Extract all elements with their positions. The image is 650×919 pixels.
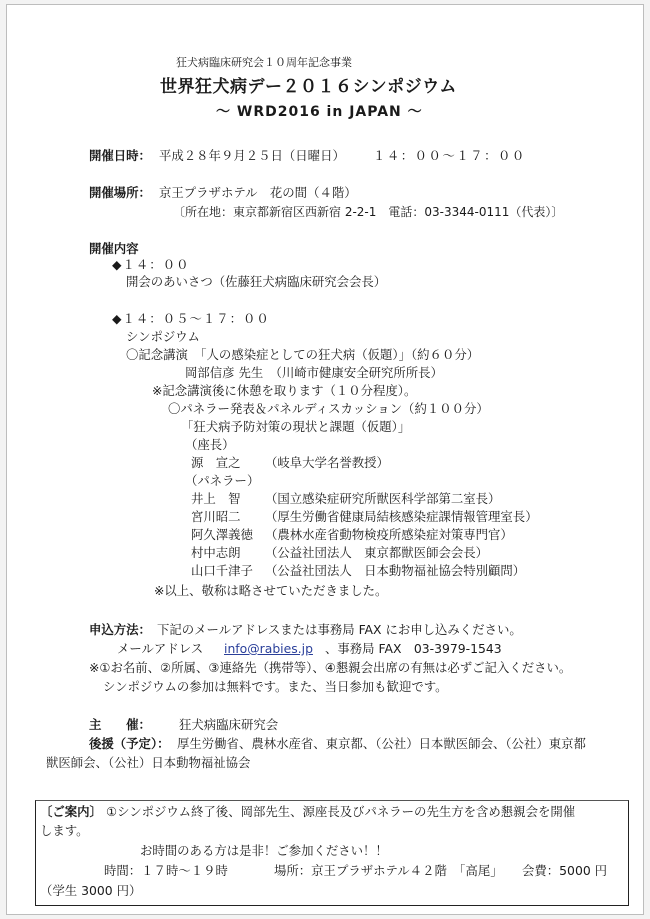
slot2-time: ◆１４：０５～１７：００ xyxy=(112,311,270,326)
free-note: シンポジウムの参加は無料です。また、当日参加も歓迎です。 xyxy=(103,679,448,694)
email-label: メールアドレス xyxy=(117,641,204,656)
document-page xyxy=(6,4,644,915)
support-line-1: 厚生労働省、農林水産省、東京都、（公社）日本獣医師会、（公社）東京都 xyxy=(177,736,586,751)
party-place: 場所：京王プラザホテル４２階 「高尾」 xyxy=(274,863,503,878)
chair-name: 源 宣之 xyxy=(191,455,241,470)
venue-value: 京王プラザホテル 花の間（４階） xyxy=(159,185,357,200)
host-name: 狂犬病臨床研究会 xyxy=(179,717,279,732)
panelist-label: （パネラー） xyxy=(185,473,260,488)
date-value: 平成２８年９月２５日（日曜日） xyxy=(159,148,345,163)
slot1-time: ◆１４：００ xyxy=(112,257,190,272)
host-label: 主 催： xyxy=(89,717,151,732)
keynote-speaker: 岡部信彦 先生 （川崎市健康安全研究所所長） xyxy=(185,365,443,380)
support-line-2: 獣医師会、（公社）日本動物福祉協会 xyxy=(46,755,251,770)
panel-topic: 「狂犬病予防対策の現状と課題（仮題）」 xyxy=(181,419,411,434)
panelist-name: 阿久澤義徳 xyxy=(191,527,253,542)
slot2-name: シンポジウム xyxy=(126,329,200,344)
panelist-affiliation: （厚生労働省健康局結核感染症課情報管理室長） xyxy=(265,509,538,524)
panelist-name: 山口千津子 xyxy=(191,563,253,578)
panelist-affiliation: （公益社団法人 日本動物福祉協会特別顧問） xyxy=(265,563,526,578)
email-link[interactable]: info@rabies.jp xyxy=(224,641,313,656)
notice-label: 〔ご案内〕 xyxy=(40,804,102,819)
honorific-note: ※以上、敬称は略させていただきました。 xyxy=(154,583,388,598)
program-heading: 開催内容 xyxy=(89,241,139,256)
chair-label: （座長） xyxy=(185,437,235,452)
application-note: ※①お名前、②所属、③連絡先（携帯等）、④懇親会出席の有無は必ずご記入ください。 xyxy=(89,660,572,675)
notice-line-1: ①シンポジウム終了後、岡部先生、源座長及びパネラーの先生方を含め懇親会を開催 xyxy=(106,804,576,819)
student-fee: （学生 3000 円） xyxy=(40,883,142,898)
party-time: 時間：１７時～１９時 xyxy=(104,863,228,878)
venue-label: 開催場所： xyxy=(89,185,151,200)
slot1-desc: 開会のあいさつ（佐藤狂犬病臨床研究会会長） xyxy=(126,274,387,289)
page-subtitle: ～ WRD2016 in JAPAN ～ xyxy=(216,104,423,120)
page-title: 世界狂犬病デー２０１６シンポジウム xyxy=(160,77,457,97)
break-note: ※記念講演後に休憩を取ります（１０分程度）。 xyxy=(152,383,417,398)
chair-affiliation: （岐阜大学名誉教授） xyxy=(265,455,389,470)
panelist-affiliation: （農林水産省動物検疫所感染症対策専門官） xyxy=(265,527,513,542)
application-text: 下記のメールアドレスまたは事務局 FAX にお申し込みください。 xyxy=(157,622,522,637)
party-fee: 会費：5000 円 xyxy=(522,863,608,878)
date-label: 開催日時： xyxy=(89,148,151,163)
org-line: 狂犬病臨床研究会１０周年記念事業 xyxy=(176,56,352,69)
panelist-name: 村中志朗 xyxy=(191,545,241,560)
venue-address: 〔所在地：東京都新宿区西新宿 2-2-1 電話：03-3344-0111（代表）〕 xyxy=(173,205,564,219)
support-label: 後援（予定）： xyxy=(89,736,170,751)
keynote-lecture: 〇記念講演 「人の感染症としての狂犬病（仮題）」（約６０分） xyxy=(126,347,480,362)
notice-line-2: します。 xyxy=(40,823,89,838)
panelist-name: 宮川昭二 xyxy=(191,509,241,524)
panel-session: 〇パネラー発表＆パネルディスカッション（約１００分） xyxy=(168,401,489,416)
panelist-affiliation: （国立感染症研究所獣医科学部第二室長） xyxy=(265,491,501,506)
fax-number: 、事務局 FAX 03-3979-1543 xyxy=(325,641,502,656)
panelist-affiliation: （公益社団法人 東京都獣医師会会長） xyxy=(265,545,489,560)
time-value: １４：００～１７：００ xyxy=(373,148,526,163)
panelist-name: 井上 智 xyxy=(191,491,241,506)
application-label: 申込方法： xyxy=(89,622,151,637)
notice-box xyxy=(35,800,629,906)
notice-line-3: お時間のある方は是非！ご参加ください！！ xyxy=(140,843,388,858)
